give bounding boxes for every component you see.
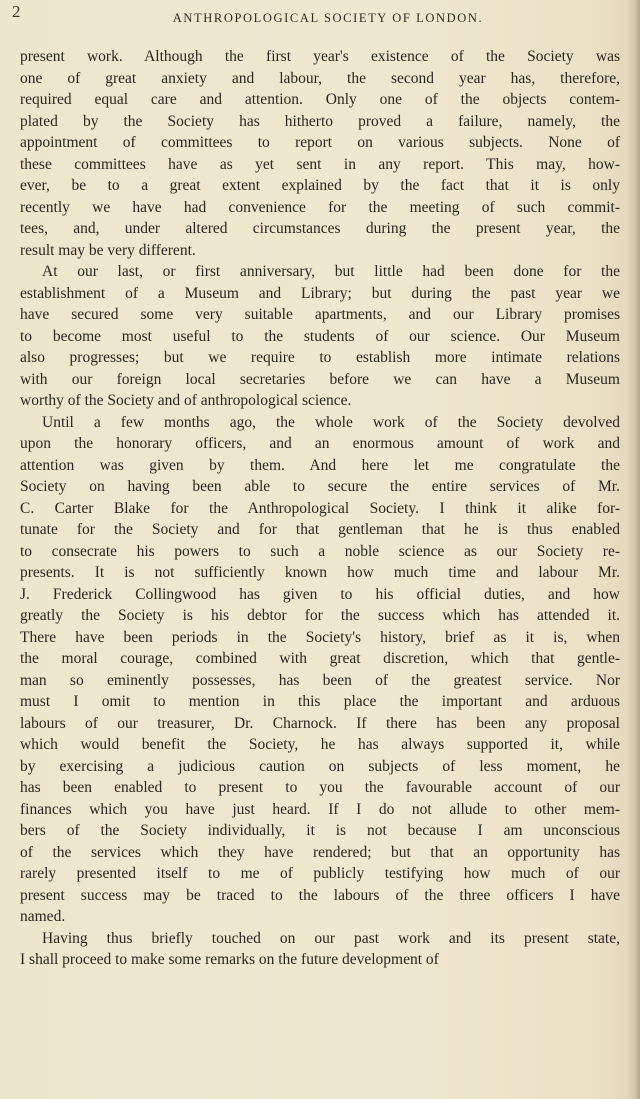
running-head: ANTHROPOLOGICAL SOCIETY OF LONDON. <box>172 11 484 25</box>
text-line: these committees have as yet sent in any report. This may, how- <box>20 155 620 173</box>
paragraph <box>20 46 620 261</box>
text-line: upon the honorary officers, and an enormous amount of work and <box>20 435 620 452</box>
text-line: must I omit to mention in this place the important and arduous <box>20 693 620 710</box>
text-line: appointment of committees to report on various subjects. None of <box>20 134 620 151</box>
text-line: bers of the Society individually, it is not because I am unconscious <box>20 822 620 839</box>
text-line: recently we have had convenience for the meeting of such commit- <box>20 198 620 216</box>
text-line: has been enabled to present to you the favourable account of our <box>20 779 620 796</box>
page-number: 2 <box>12 2 21 21</box>
text-line: C. Carter Blake for the Anthropological Society. I think it alike for- <box>20 499 620 517</box>
text-line: establishment of a Museum and Library; but during the past year we <box>20 284 620 302</box>
text-line: have secured some very suitable apartments, and our Library promises <box>20 306 620 323</box>
text-line: named. <box>20 908 66 925</box>
text-line: J. Frederick Collingwood has given to his official duties, and how <box>20 585 620 603</box>
text-line: Having thus briefly touched on our past work and its present state, <box>42 929 620 947</box>
text-line: worthy of the Society and of anthropological science. <box>20 392 352 409</box>
text-line: I shall proceed to make some remarks on the future development of <box>20 951 439 968</box>
paragraph <box>20 412 620 928</box>
text-line: of the services which they have rendered; but that an opportunity has <box>20 843 620 861</box>
text-line: rarely presented itself to me of publicly testifying how much of our <box>20 865 620 882</box>
paragraph <box>20 928 620 971</box>
text-line: present work. Although the first year's existence of the Society was <box>20 48 620 65</box>
text-line: required equal care and attention. Only one of the objects contem- <box>20 91 620 108</box>
text-line: to become most useful to the students of our science. Our Museum <box>20 327 620 345</box>
text-line: tunate for the Society and for that gentleman that he is thus enabled <box>20 521 620 538</box>
text-line: plated by the Society has hitherto proved a failure, namely, the <box>20 112 620 130</box>
text-line: ever, be to a great extent explained by the fact that it is only <box>20 177 620 194</box>
paragraph <box>20 261 620 412</box>
text-line: presents. It is not sufficiently known how much time and labour Mr. <box>20 564 620 581</box>
text-line: At our last, or first anniversary, but little had been done for the <box>42 263 620 280</box>
text-line: by exercising a judicious caution on subjects of less moment, he <box>20 757 620 775</box>
text-line: also progresses; but we require to establish more intimate relations <box>20 349 620 366</box>
text-line: There have been periods in the Society's history, brief as it is, when <box>20 628 620 646</box>
text-line: present success may be traced to the labours of the three officers I have <box>20 886 620 904</box>
text-line: greatly the Society is his debtor for the success which has attended it. <box>20 607 620 624</box>
text-line: which would benefit the Society, he has always supported it, while <box>20 736 620 753</box>
text-line: attention was given by them. And here let me congratulate the <box>20 456 620 474</box>
text-line: one of great anxiety and labour, the second year has, therefore, <box>20 69 620 87</box>
text-line: tees, and, under altered circumstances during the present year, the <box>20 220 620 237</box>
text-line: with our foreign local secretaries before we can have a Museum <box>20 370 620 388</box>
text-line: the moral courage, combined with great discretion, which that gentle- <box>20 650 620 667</box>
page-edge-shadow <box>626 0 640 1099</box>
text-line: result may be very different. <box>20 241 196 259</box>
text-line: finances which you have just heard. If I do not allude to other mem- <box>20 800 620 818</box>
text-line: Society on having been able to secure the entire services of Mr. <box>20 478 620 495</box>
text-line: Until a few months ago, the whole work of the Society devolved <box>42 413 620 431</box>
body-text <box>20 46 620 971</box>
text-line: to consecrate his powers to such a noble science as our Society re- <box>20 542 620 560</box>
text-line: labours of our treasurer, Dr. Charnock. If there has been any proposal <box>20 714 620 732</box>
text-line: man so eminently possesses, has been of the greatest service. Nor <box>20 671 620 689</box>
